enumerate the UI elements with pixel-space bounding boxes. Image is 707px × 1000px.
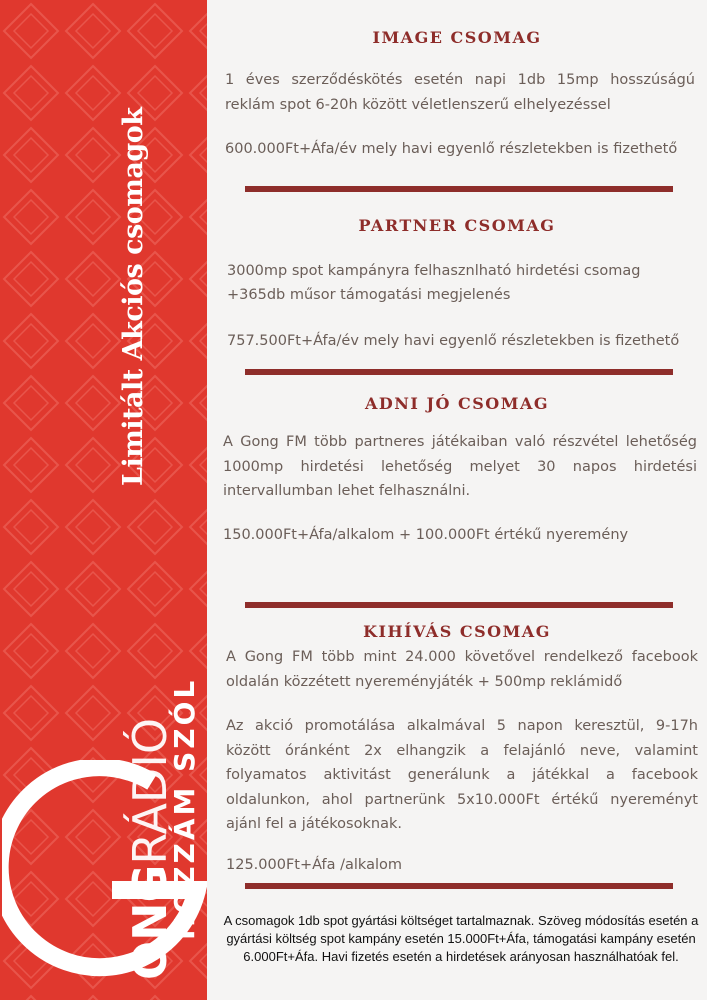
image-csomag-price: 600.000Ft+Áfa/év mely havi egyenlő részletekben is fizethető <box>225 141 678 157</box>
footnote: A csomagok 1db spot gyártási költséget tartalmaznak. Szöveg módosítás esetén a gyártási költség spot kampány esetén 15.000Ft+Áfa, támogatási kampány esetén 6.000Ft+Áfa. Havi fizetés esetén a hirdetések arányosan használhatóak fel. <box>223 913 699 964</box>
section-divider <box>245 186 673 192</box>
sidebar-title: Limitált Akciós csomagok <box>118 107 149 486</box>
image-csomag-description: 1 éves szerződéskötés esetén napi 1db 15mp hosszúságú reklám spot 6-20h között véletlenszerű elhelyezéssel <box>225 72 695 113</box>
partner-csomag-description-line2: +365db műsor támogatási megjelenés <box>227 287 511 303</box>
kihivas-csomag-price: 125.000Ft+Áfa /alkalom <box>226 857 402 873</box>
kihivas-csomag-description: A Gong FM több mint 24.000 követővel rendelkező facebook oldalán közzétett nyereményjáték + 500mp reklámidő <box>226 649 698 690</box>
logo-brand <box>123 717 177 980</box>
logo-brand-light: RÁDIÓ <box>123 717 177 865</box>
logo-brand-bold: ONG <box>123 864 177 980</box>
logo-tagline: HOZZÁM SZÓL <box>168 677 201 940</box>
kihivas-csomag-details: Az akció promotálása alkalmával 5 napon keresztül, 9-17h között óránként 2x elhangzik a felajánló neve, valamint folyamatos aktivitást generálunk a játékkal a facebook oldalunkon, ahol partnerünk 5x10.000Ft értékű nyereményt ajánl fel a játékosoknak. <box>226 718 698 832</box>
partner-csomag-price: 757.500Ft+Áfa/év mely havi egyenlő részletekben is fizethető <box>227 333 680 349</box>
content-column <box>207 0 707 1000</box>
section-divider <box>245 883 673 889</box>
adni-jo-csomag-description: A Gong FM több partneres játékaiban való részvétel lehetőség 1000mp hirdetési lehetőség melyet 30 napos hirdetési intervallumban lehet felhasználni. <box>223 434 697 499</box>
section-divider <box>245 602 673 608</box>
heading-partner-csomag: PARTNER CSOMAG <box>358 216 556 235</box>
sidebar <box>0 0 207 1000</box>
section-divider <box>245 369 673 375</box>
partner-csomag-description-line1: 3000mp spot kampányra felhasznlható hirdetési csomag <box>227 263 641 279</box>
heading-adni-jo-csomag: ADNI JÓ CSOMAG <box>364 394 550 413</box>
heading-image-csomag: IMAGE CSOMAG <box>372 28 542 47</box>
adni-jo-csomag-price: 150.000Ft+Áfa/alkalom + 100.000Ft értékű nyeremény <box>223 527 629 543</box>
heading-kihivas-csomag: KIHÍVÁS CSOMAG <box>363 622 551 641</box>
